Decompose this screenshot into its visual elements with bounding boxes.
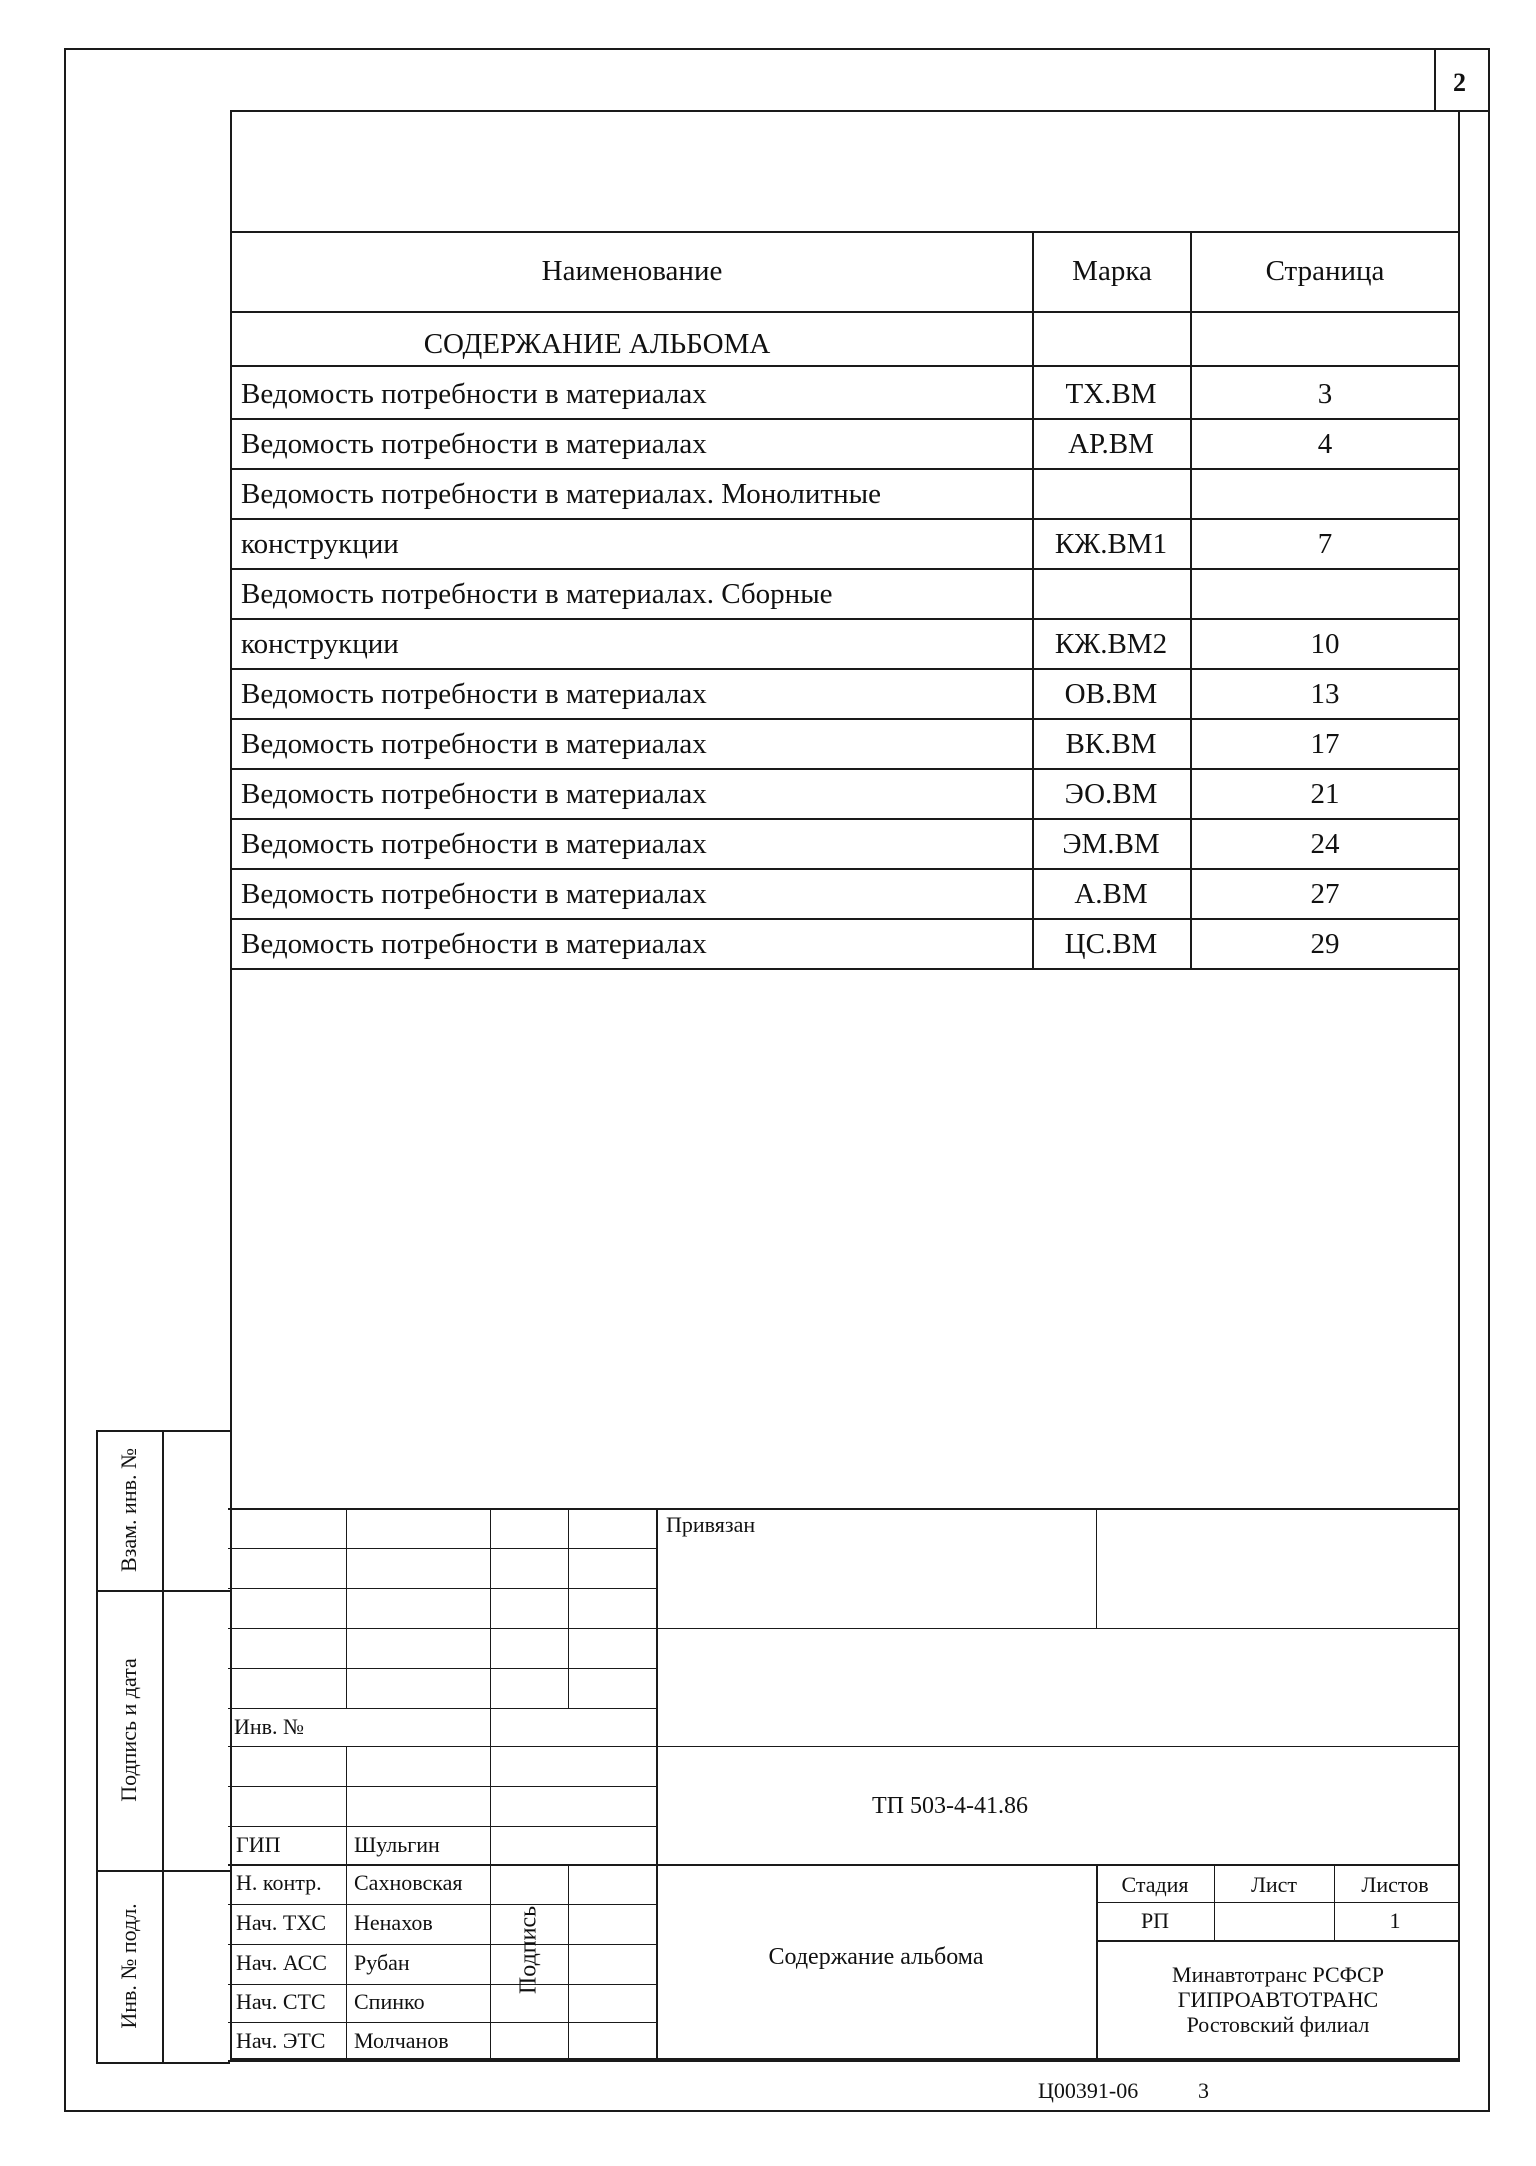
org-line-3: Ростовский филиал — [1186, 2012, 1370, 2037]
row-mark: АР.ВМ — [1068, 428, 1154, 460]
doc-title: Содержание альбома — [768, 1944, 984, 1970]
row-mark: ЭМ.ВМ — [1062, 828, 1160, 860]
side-podpis-data: Подпись и дата — [116, 1658, 141, 1802]
privyazan-label: Привязан — [666, 1512, 756, 1537]
row-name: Ведомость потребности в материалах — [241, 878, 707, 910]
org-line-1: Минавтотранс РСФСР — [1172, 1962, 1384, 1987]
row-name: Ведомость потребности в материалах. Монолитные — [241, 478, 881, 510]
row-name: Ведомость потребности в материалах — [241, 778, 707, 810]
section-title: СОДЕРЖАНИЕ АЛЬБОМА — [423, 328, 771, 360]
row-mark: ВК.ВМ — [1065, 728, 1157, 760]
signature-role: ГИП — [236, 1832, 281, 1857]
stage-label: Стадия — [1121, 1872, 1189, 1897]
row-mark: А.ВМ — [1074, 878, 1148, 910]
row-page: 21 — [1310, 778, 1340, 810]
row-name: Ведомость потребности в материалах — [241, 428, 707, 460]
stage-value: РП — [1140, 1908, 1170, 1933]
row-mark: ЦС.ВМ — [1064, 928, 1158, 960]
signature-name: Спинко — [354, 1989, 425, 2014]
row-name: Ведомость потребности в материалах — [241, 928, 707, 960]
signature-name: Шульгин — [354, 1832, 440, 1857]
footer-code: Ц00391-06 — [1038, 2078, 1139, 2103]
signature-name: Молчанов — [354, 2028, 449, 2053]
row-name: Ведомость потребности в материалах — [241, 678, 707, 710]
sheets-value: 1 — [1389, 1908, 1401, 1933]
row-page: 3 — [1317, 378, 1333, 410]
row-page: 29 — [1310, 928, 1340, 960]
row-page: 7 — [1317, 528, 1333, 560]
row-name: Ведомость потребности в материалах. Сборные — [241, 578, 833, 610]
sheet-number: 2 — [1453, 68, 1466, 97]
row-name: конструкции — [241, 628, 399, 660]
signature-role: Нач. СТС — [236, 1989, 326, 2014]
signature-name: Рубан — [354, 1950, 410, 1975]
signature-role: Нач. АСС — [236, 1950, 327, 1975]
sheets-label: Листов — [1361, 1872, 1429, 1897]
header-page: Страница — [1265, 255, 1385, 287]
row-name: конструкции — [241, 528, 399, 560]
side-inv-podl: Инв. № подл. — [116, 1903, 141, 2029]
row-name: Ведомость потребности в материалах — [241, 728, 707, 760]
footer-page: 3 — [1198, 2078, 1209, 2103]
inv-no-label: Инв. № — [234, 1714, 305, 1739]
row-page: 24 — [1310, 828, 1340, 860]
signature-role: Нач. ТХС — [236, 1910, 326, 1935]
signature-name: Сахновская — [354, 1870, 463, 1895]
header-name: Наименование — [541, 255, 723, 287]
row-name: Ведомость потребности в материалах — [241, 378, 707, 410]
row-page: 27 — [1310, 878, 1340, 910]
row-page: 17 — [1310, 728, 1340, 760]
row-mark: КЖ.ВМ2 — [1054, 628, 1168, 660]
doc-code: ТП 503-4-41.86 — [872, 1793, 1028, 1819]
podpis-label: Подпись — [515, 1905, 542, 1995]
org-line-2: ГИПРОАВТОТРАНС — [1177, 1987, 1379, 2012]
row-mark: КЖ.ВМ1 — [1054, 528, 1168, 560]
signature-role: Н. контр. — [236, 1870, 322, 1895]
row-page: 10 — [1310, 628, 1340, 660]
row-page: 13 — [1310, 678, 1340, 710]
signature-role: Нач. ЭТС — [236, 2028, 326, 2053]
side-vzam-inv: Взам. инв. № — [116, 1448, 141, 1572]
row-page: 4 — [1317, 428, 1333, 460]
signature-name: Ненахов — [354, 1910, 433, 1935]
row-mark: ОВ.ВМ — [1064, 678, 1158, 710]
row-mark: ЭО.ВМ — [1064, 778, 1158, 810]
row-mark: ТХ.ВМ — [1065, 378, 1157, 410]
sheet-label: Лист — [1250, 1872, 1298, 1897]
header-mark: Марка — [1072, 255, 1152, 287]
row-name: Ведомость потребности в материалах — [241, 828, 707, 860]
